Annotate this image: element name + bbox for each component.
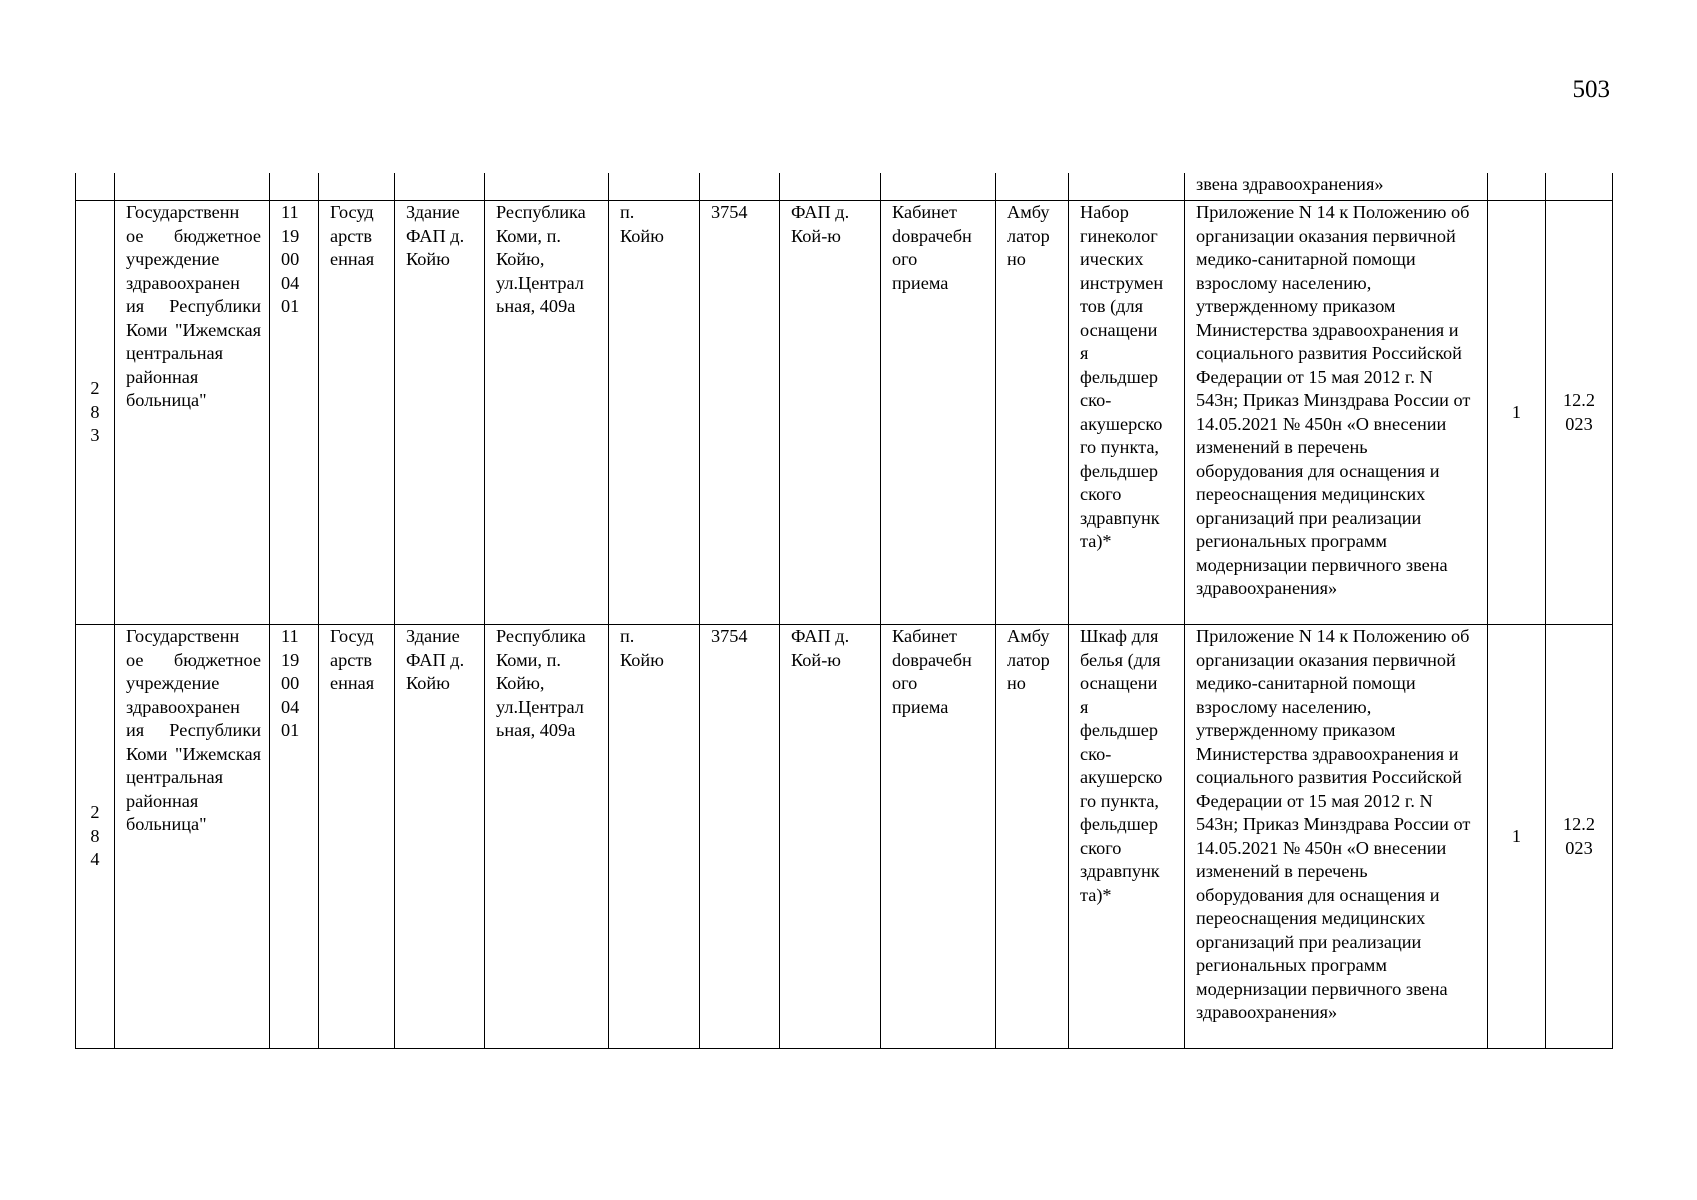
building-cell: Здание ФАП д. Койю [395, 201, 485, 625]
ownership-cell: Госуд арств енная [319, 201, 395, 625]
code-cell: 11 19 00 04 01 [270, 201, 319, 625]
unit-cell: ФАП д. Кой-ю [780, 625, 881, 1049]
organization-cell: Государственн ое бюджетное учреждение здравоохранен ия Республики Коми "Ижемская центральная районная больница" [115, 625, 270, 1049]
care-type-cell: Амбу латор но [996, 625, 1069, 1049]
basis-cell: Приложение N 14 к Положению об организации оказания первичной медико-санитарной помощи взрослому населению, утвержденному приказом Министерства здравоохранения и социального развития Российской Федерации от 15 мая 2012 г. N 543н; Приказ Минздрава России от 14.05.2021 № 450н «О внесении изменений в перечень оборудования для оснащения и переоснащения медицинских организаций при реализации региональных программ модернизации первичного звена здравоохранения» [1185, 625, 1488, 1049]
organization-cell: Государственн ое бюджетное учреждение здравоохранен ия Республики Коми "Ижемская центральная районная больница" [115, 201, 270, 625]
address-cell: Республика Коми, п. Койю, ул.Централ ьная, 409а [485, 625, 609, 1049]
continuation-row [76, 173, 1613, 201]
unit-cell: ФАП д. Кой-ю [780, 201, 881, 625]
ownership-cell: Госуд арств енная [319, 625, 395, 1049]
date-cell: 12.2 023 [1546, 201, 1613, 625]
equipment-cell: Набор гинеколог ических инструмен тов (для оснащени я фельдшер ско- акушерско го пункта, фельдшер ского здравпунк та)* [1069, 201, 1185, 625]
code-cell: 11 19 00 04 01 [270, 625, 319, 1049]
settlement-cell: п. Койю [609, 201, 700, 625]
table-row [76, 625, 1613, 1049]
room-cell: Кабинет dоврачебн ого приема [881, 625, 996, 1049]
table-row [76, 201, 1613, 625]
row-number-cell: 2 8 3 [76, 201, 115, 625]
row-number-cell: 2 8 4 [76, 625, 115, 1049]
number-cell: 3754 [700, 201, 780, 625]
quantity-cell: 1 [1488, 625, 1546, 1049]
building-cell: Здание ФАП д. Койю [395, 625, 485, 1049]
room-cell: Кабинет dоврачебн ого приема [881, 201, 996, 625]
quantity-cell: 1 [1488, 201, 1546, 625]
care-type-cell: Амбу латор но [996, 201, 1069, 625]
page-number: 503 [1572, 76, 1610, 103]
equipment-register-table [75, 173, 1613, 1049]
date-cell: 12.2 023 [1546, 625, 1613, 1049]
equipment-cell: Шкаф для белья (для оснащени я фельдшер ско- акушерско го пункта, фельдшер ского здравпунк та)* [1069, 625, 1185, 1049]
continuation-basis-cell: звена здравоохранения» [1185, 173, 1488, 201]
number-cell: 3754 [700, 625, 780, 1049]
address-cell: Республика Коми, п. Койю, ул.Централ ьная, 409а [485, 201, 609, 625]
basis-cell: Приложение N 14 к Положению об организации оказания первичной медико-санитарной помощи взрослому населению, утвержденному приказом Министерства здравоохранения и социального развития Российской Федерации от 15 мая 2012 г. N 543н; Приказ Минздрава России от 14.05.2021 № 450н «О внесении изменений в перечень оборудования для оснащения и переоснащения медицинских организаций при реализации региональных программ модернизации первичного звена здравоохранения» [1185, 201, 1488, 625]
settlement-cell: п. Койю [609, 625, 700, 1049]
